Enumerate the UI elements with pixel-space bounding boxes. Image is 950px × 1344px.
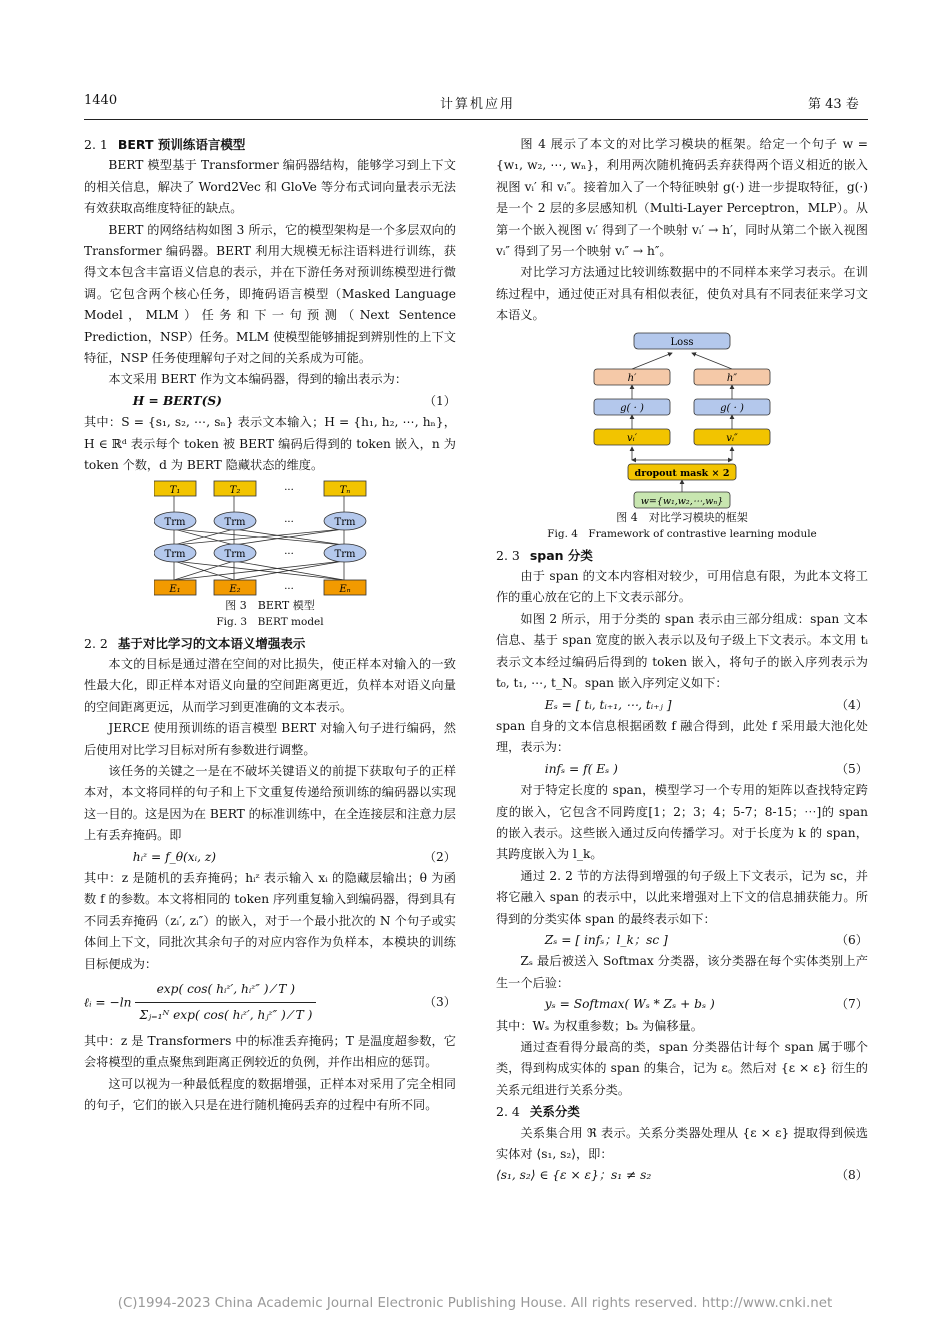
paragraph: 其中：z 是随机的丢弃掩码；hᵢᶻ 表示输入 xᵢ 的隐藏层输出；θ 为函数 f 的参数。本文将相同的 token 序列重复输入到编码器，得到具有不同丢弃掩码（zᵢ′, zᵢ″）的嵌入，对于一个最小批次的 N 个句子或实体间上下文，同批次其余句子的对应内容作为负样本，本模块的训练目标便成为： [84, 870, 456, 971]
paragraph: 这可以视为一种最低程度的数据增强，正样本对采用了完全相同的句子，它们的嵌入只是在进行随机掩码丢弃的过程中有所不同。 [84, 1076, 456, 1113]
svg-text:Trm: Trm [224, 548, 246, 560]
svg-text:vᵢ″: vᵢ″ [726, 432, 738, 444]
paragraph: Zₛ 最后被送入 Softmax 分类器，该分类器在每个实体类别上产生一个后验： [496, 954, 868, 990]
paragraph: 通过 2. 2 节的方法得到增强的句子级上下文表示，记为 sc，并将它融入 span 的表示中，以此来增强对上下文的信息捕获能力。所得到的分类实体 span 的最终表示如下： [496, 868, 868, 926]
paragraph: 如图 2 所示，用于分类的 span 表示由三部分组成：span 文本信息、基于 span 宽度的嵌入表示以及句子级上下文表示。本文用 tᵢ 表示文本经过编码后得到的 token 嵌入，将句子的嵌入序列表示为 t₀, t₁, ⋯, t_N。span 嵌入序列定义如下： [496, 611, 868, 691]
section-heading: 2. 3 span 分类 [496, 547, 593, 563]
header-rule [84, 119, 868, 120]
equation-1: H = BERT(S) （1） [132, 393, 456, 408]
svg-text:Eₙ: Eₙ [339, 583, 351, 595]
svg-text:dropout mask × 2: dropout mask × 2 [634, 467, 730, 479]
paragraph: 其中：S = {s₁, s₂, ⋯, sₙ} 表示文本输入；H = {h₁, h₂, ⋯, hₙ}，H ∈ ℝᵈ 表示每个 token 被 BERT 编码后得到的 token 嵌入，n 为 token 个数，d 为 BERT 隐藏状态的维度。 [84, 415, 456, 473]
paragraph: BERT 的网络结构如图 3 所示，它的模型架构是一个多层双向的 Transformer 编码器。BERT 利用大规模无标注语料进行训练，获得文本包含丰富语义信息的表示，并在下游任务对预训练模型进行微调。它包含两个核心任务，即掩码语言模型（Masked Language Model，MLM）任务和下一句预测（Next Sentence Prediction，NSP）任务。MLM 使模型能够捕捉到辨别性的上下文特征，NSP 任务使理解句子对之间的关系成为可能。 [84, 222, 456, 366]
volume-label: 第 43 卷 [808, 97, 859, 112]
svg-text:E₁: E₁ [169, 583, 181, 595]
figure-3-caption-en: Fig. 3 BERT model [216, 615, 324, 628]
svg-text:Loss: Loss [670, 336, 694, 348]
svg-text:h′: h′ [627, 372, 637, 384]
equation-2: hᵢᶻ = f_θ(xᵢ, z) （2） [132, 849, 456, 864]
svg-text:···: ··· [284, 516, 294, 528]
paragraph: JERCE 使用预训练的语言模型 BERT 对输入句子进行编码，然后使用对比学习目标对所有参数进行调整。 [84, 721, 456, 757]
paragraph: 对于特定长度的 span，模型学习一个专用的矩阵以查找特定跨度的嵌入，它包含不同跨度[1；2；3；4；5-7；8-15；⋯]的 span 的嵌入表示。这些嵌入通过反向传播学习。对于长度为 k 的 span，其跨度嵌入为 l_k。 [496, 783, 868, 862]
section-heading: 2. 1 BERT 预训练语言模型 [84, 137, 246, 152]
figure-4-caption-en: Fig. 4 Framework of contrastive learning module [547, 527, 817, 540]
equation-8: ⟨s₁, s₂⟩ ∈ {ε × ε}；s₁ ≠ s₂ （8） [496, 1168, 868, 1183]
paragraph: 其中：Wₛ 为权重参数；bₛ 为偏移量。 [496, 1018, 703, 1033]
equation-5: infₛ = f( Eₛ ) （5） [544, 761, 868, 776]
svg-text:h″: h″ [726, 372, 738, 384]
output-token: Tₙ [339, 484, 351, 496]
paragraph: 本文的目标是通过潜在空间的对比损失，使正样本对输入的一致性最大化，即正样本对语义向量的空间距离更近，负样本对语义向量的空间距离更远，从而学习到更准确的文本表示。 [84, 656, 456, 714]
svg-text:Trm: Trm [334, 516, 356, 528]
figure-4-caption: 图 4 对比学习模块的框架 [616, 510, 748, 524]
paragraph: 通过查看得分最高的类，span 分类器估计每个 span 属于哪个类，得到构成实体的 span 的集合，记为 ε。然后对 {ε × ε} 衍生的关系元组进行关系分类。 [496, 1040, 868, 1097]
svg-text:w={w₁,w₂,⋯,wₙ}: w={w₁,w₂,⋯,wₙ} [640, 495, 724, 507]
equation-3: ℓᵢ = −ln $\frac{\text{exp( cos( hᵢᶻ′, hᵢᶻ″ ) ⁄ T )}}{\text{Σⱼ₌₁ᴺ exp( cos( hᵢᶻ′, hⱼᶻ″ ) ⁄ T )}}$ （3） [84, 979, 456, 1027]
svg-text:Trm: Trm [334, 548, 356, 560]
figure-3-caption: 图 3 BERT 模型 [225, 598, 315, 612]
paragraph: 对比学习方法通过比较训练数据中的不同样本来学习表示。在训练过程中，通过使正对具有相似表征，使负对具有不同表征来学习文本语义。 [496, 265, 868, 323]
paragraph: 由于 span 的文本内容相对较少，可用信息有限，为此本文将工作的重心放在它的上下文表示部分。 [496, 569, 868, 605]
output-token: T₁ [169, 484, 181, 496]
output-tokens [154, 481, 366, 496]
svg-text:···: ··· [284, 548, 294, 560]
output-token: T₂ [229, 484, 241, 496]
output-token-dots: ··· [284, 484, 294, 496]
equation-7: yₛ = Softmax( Wₛ * Zₛ + bₛ ) （7） [544, 997, 868, 1012]
copyright-footer: (C)1994-2023 China Academic Journal Electronic Publishing House. All rights reserved. http://www.cnki.net [117, 1296, 833, 1311]
svg-text:vᵢ′: vᵢ′ [627, 432, 637, 444]
svg-text:Trm: Trm [164, 516, 186, 528]
paragraph: span 自身的文本信息根据函数 f 融合得到，此处 f 采用最大池化处理，表示为： [496, 718, 868, 755]
page-number: 1440 [84, 93, 118, 108]
svg-text:E₂: E₂ [229, 583, 241, 595]
right-column [496, 134, 868, 1187]
svg-text:Trm: Trm [224, 516, 246, 528]
contrastive-module-figure [562, 329, 802, 509]
paragraph: 关系集合用 ℜ 表示。关系分类器处理从 {ε × ε} 提取得到候选实体对 ⟨s₁, s₂⟩，即： [496, 1125, 868, 1162]
svg-text:Trm: Trm [164, 548, 186, 560]
section-heading: 2. 4 关系分类 [496, 1104, 580, 1120]
svg-text:···: ··· [284, 583, 294, 595]
equation-6: Zₛ = [ infₛ；l_k；sc ] （6） [544, 932, 868, 947]
paragraph: BERT 模型基于 Transformer 编码器结构，能够学习到上下文的相关信息，解决了 Word2Vec 和 GloVe 等分布式词向量表示无法有效获取高维度特征的缺点。 [84, 158, 456, 216]
paragraph: 本文采用 BERT 作为文本编码器，得到的输出表示为： [108, 372, 408, 387]
journal-name: 计算机应用 [440, 97, 516, 112]
paragraph: 该任务的关键之一是在不破坏关键语义的前提下获取句子的正样本对，本文将同样的句子和上下文重复传递给预训练的编码器以实现这一目的。这是因为在 BERT 的标准训练中，在全连接层和注意力层上有丢弃掩码。即 [84, 763, 456, 843]
input-embeddings [154, 580, 366, 595]
paragraph: 图 4 展示了本文的对比学习模块的框架。给定一个句子 w = {w₁, w₂, ⋯, wₙ}，利用两次随机掩码丢弃获得两个语义相近的嵌入视图 vᵢ′ 和 vᵢ″。接着加入了一个特征映射 g(·) 进一步提取特征，g(·) 是一个 2 层的多层感知机（Multi-Layer Perceptron，MLP）。从第一个嵌入视图 vᵢ′ 得到了一个映射 vᵢ′ → h′，同时从第二个嵌入视图 vᵢ″ 得到了另一个映射 vᵢ″ → h″。 [496, 137, 868, 259]
paragraph: 其中：z 是 Transformers 中的标准丢弃掩码；T 是温度超参数，它会将模型的重点聚焦到距离正例较近的负例，并作出相应的惩罚。 [84, 1033, 456, 1070]
left-column [84, 134, 456, 1116]
bert-model-figure [154, 479, 384, 597]
section-heading: 2. 2 基于对比学习的文本语义增强表示 [84, 635, 306, 651]
svg-text:g( · ): g( · ) [720, 402, 744, 414]
equation-4: Eₛ = [ tᵢ, tᵢ₊₁, ⋯, tᵢ₊ⱼ ] （4） [544, 697, 868, 712]
svg-text:g( · ): g( · ) [620, 402, 644, 414]
